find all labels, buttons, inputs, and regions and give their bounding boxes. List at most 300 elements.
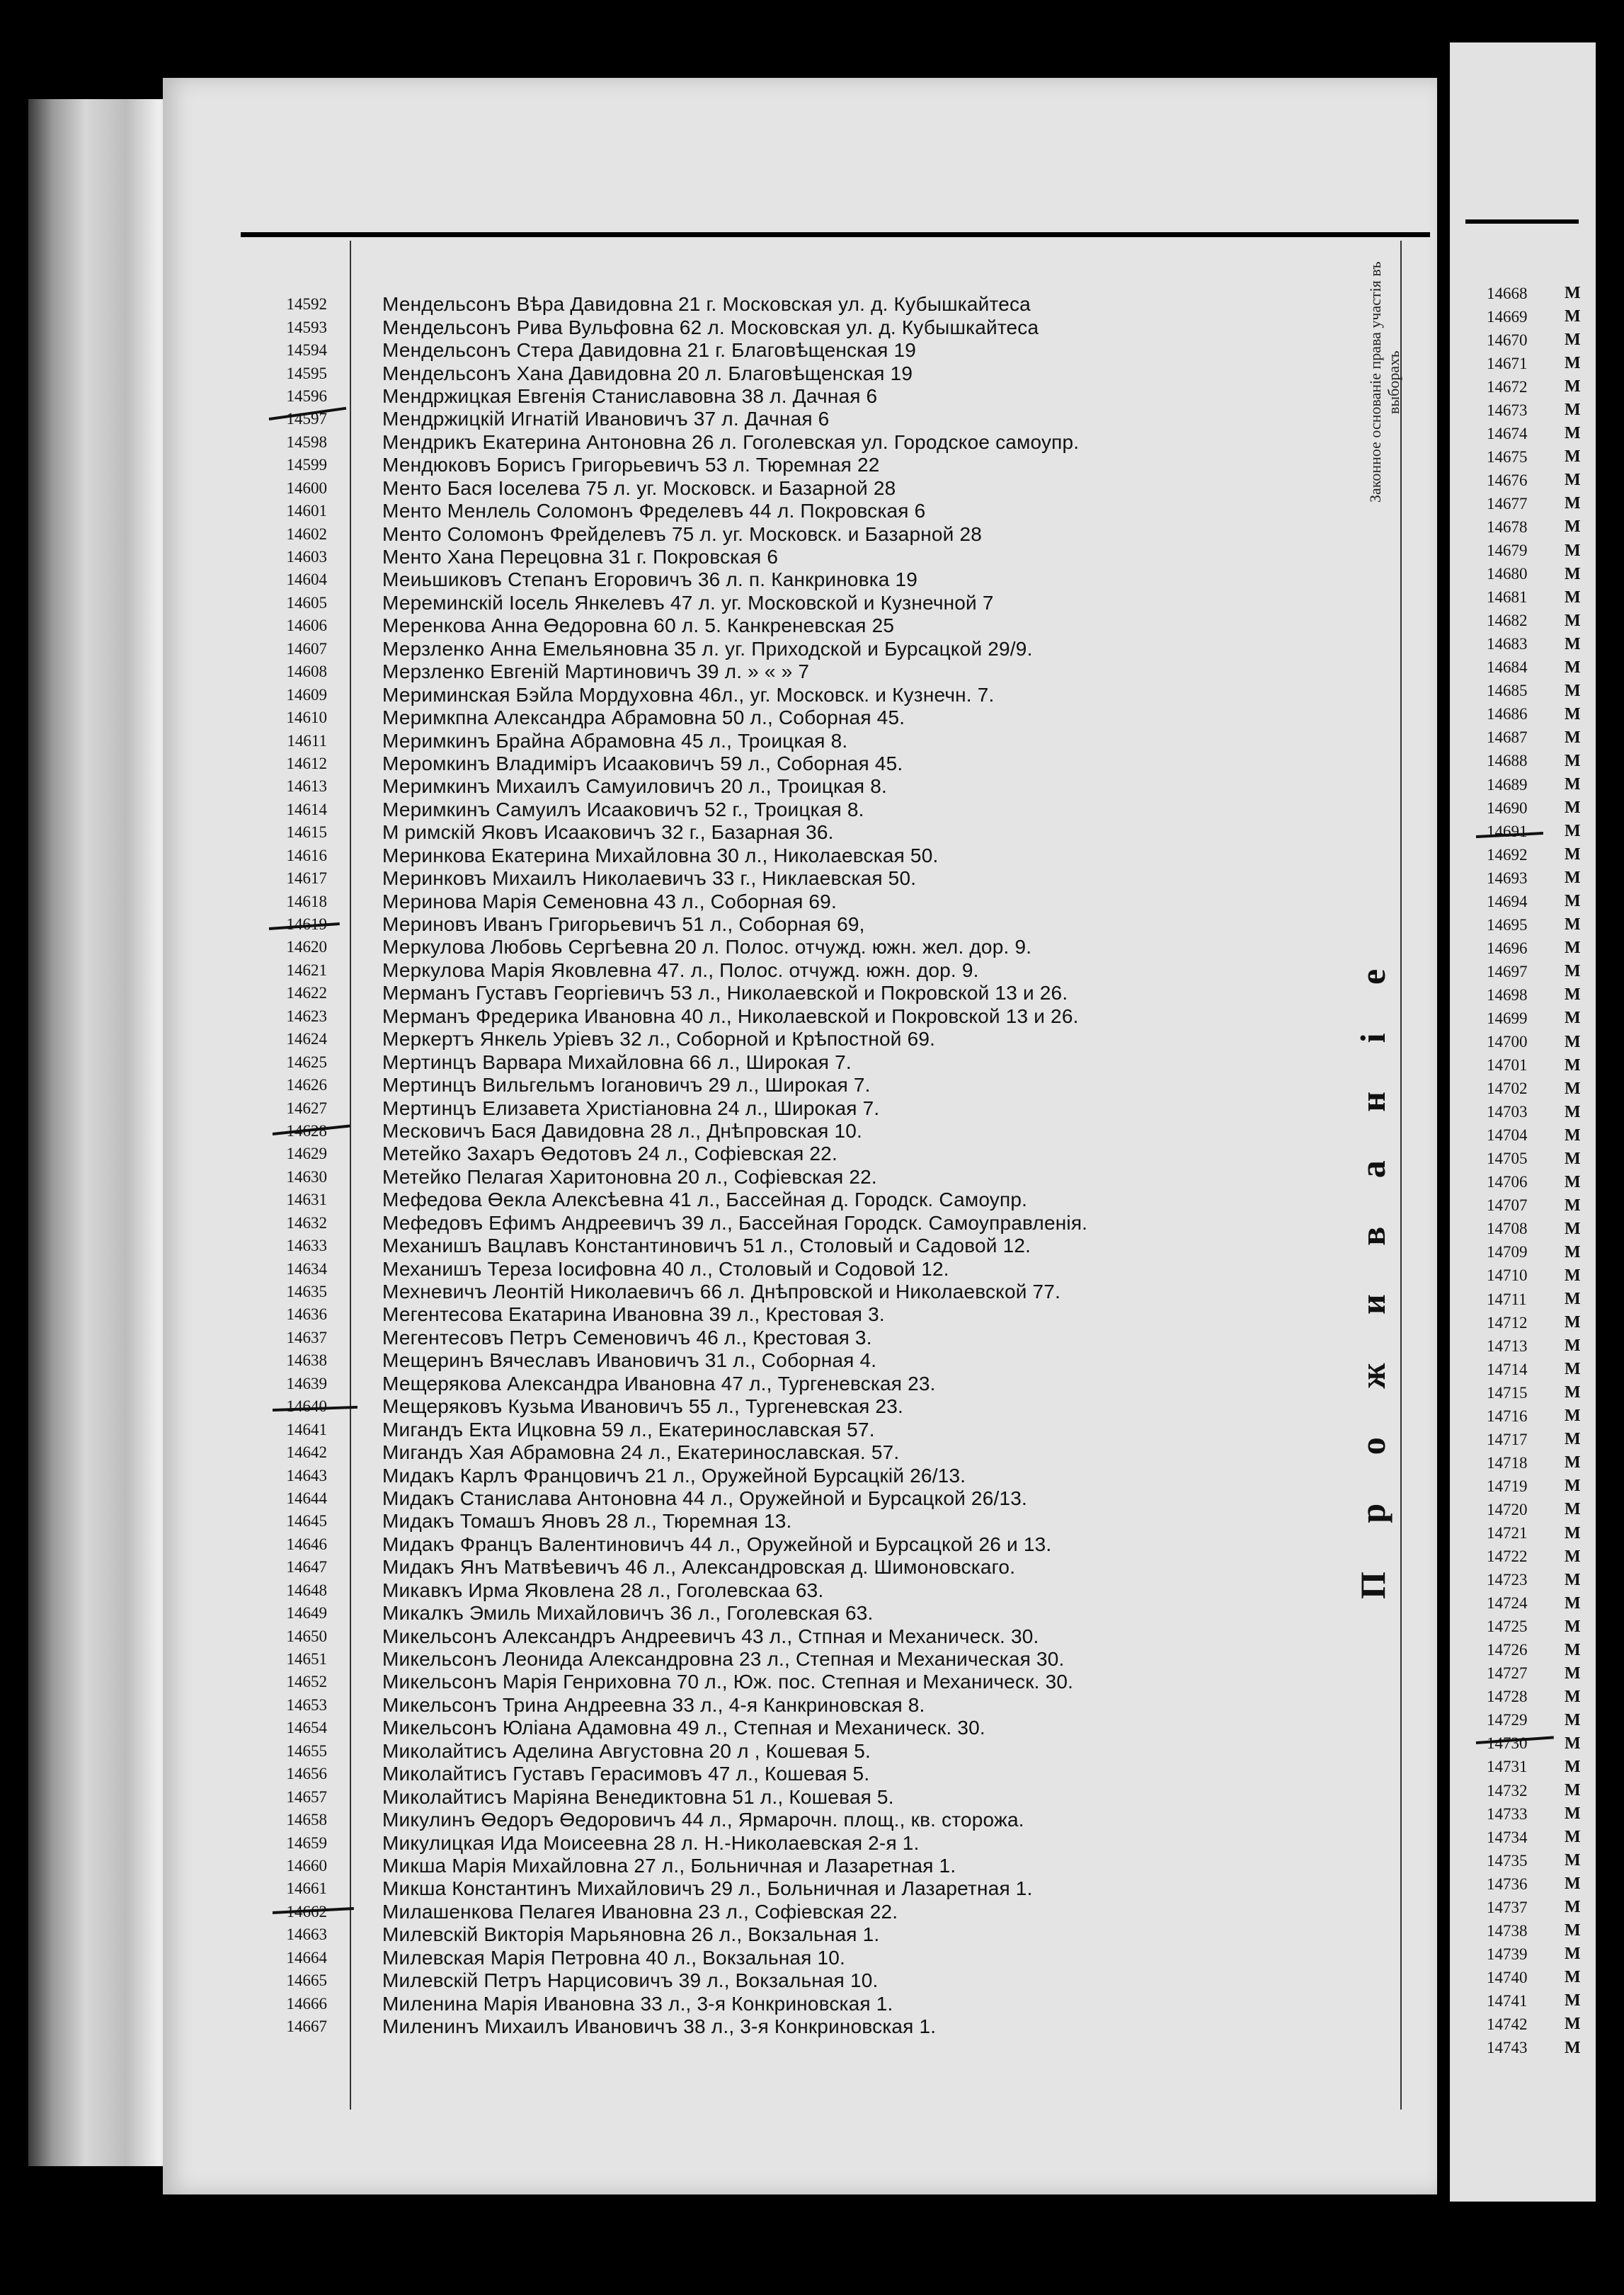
next-page-row [1487, 1686, 1593, 1709]
next-page-letter: М [1565, 751, 1581, 770]
next-page-letter: М [1565, 1828, 1581, 1847]
entry-number: 14659 [286, 1833, 327, 1852]
list-item [269, 1464, 1331, 1487]
entry-text: Мегентесова Екатарина Ивановна 39 л., Крестовая 3. [382, 1303, 885, 1326]
list-item [269, 1809, 1331, 1831]
list-item [269, 1877, 1331, 1900]
next-page-letter: М [1565, 1687, 1581, 1706]
next-page-letter: М [1565, 494, 1581, 513]
list-item [269, 706, 1331, 729]
entry-number: 14603 [286, 548, 327, 566]
next-page-number: 14714 [1487, 1360, 1528, 1378]
next-page-letter: М [1565, 1570, 1581, 1589]
entry-text: Мендюковъ Борисъ Григорьевичъ 53 л. Тюремная 22 [382, 454, 880, 476]
next-page-number: 14738 [1487, 1921, 1528, 1940]
next-page-letter: М [1565, 307, 1581, 326]
entry-number: 14658 [286, 1811, 327, 1829]
list-item [269, 1785, 1331, 1808]
next-page-letter: М [1565, 1781, 1581, 1800]
entry-text: Меринковъ Михаилъ Николаевичъ 33 г., Никлаевская 50. [382, 867, 917, 890]
next-page-row [1487, 1288, 1593, 1311]
next-page-number-list [1487, 282, 1593, 2060]
entry-number: 14632 [286, 1213, 327, 1232]
list-item [269, 1074, 1331, 1097]
next-page-letter: М [1565, 1172, 1581, 1191]
list-item [269, 1166, 1331, 1189]
entry-text: Менто Соломонъ Фрейделевъ 75 л. уг. Московск. и Базарной 28 [382, 522, 983, 545]
list-item [269, 1373, 1331, 1395]
entry-text: Меиьшиковъ Степанъ Егоровичъ 36 л. п. Канкриновка 19 [382, 568, 918, 591]
entry-number: 14663 [286, 1925, 327, 1944]
next-page-number: 14684 [1487, 658, 1528, 677]
entry-text: Мереминскій Іосель Янкелевъ 47 л. уг. Московской и Кузнечной 7 [382, 591, 994, 614]
next-page-row [1487, 2037, 1593, 2060]
next-page-letter: М [1565, 728, 1581, 747]
top-rule [241, 232, 1430, 237]
next-page-letter: М [1565, 1407, 1581, 1426]
entry-text: Мидакъ Станислава Антоновна 44 л., Оружейной и Бурсацкой 26/13. [382, 1487, 1027, 1509]
entry-text: Милевскій Петръ Нарцисовичъ 39 л., Вокзальная 10. [382, 1969, 879, 1992]
next-page-letter: М [1565, 1968, 1581, 1987]
next-page-row [1487, 1639, 1593, 1662]
next-page-number: 14733 [1487, 1804, 1528, 1823]
next-page-letter: М [1565, 1500, 1581, 1519]
list-item [269, 1235, 1331, 1257]
next-page-number: 14730 [1487, 1734, 1528, 1753]
entry-text: Мендрикъ Екатерина Антоновна 26 л. Гоголевская ул. Городское самоупр. [382, 430, 1080, 453]
list-item [269, 1143, 1331, 1165]
entry-number: 14644 [286, 1489, 327, 1507]
list-item [269, 1717, 1331, 1739]
next-page-row [1487, 773, 1593, 796]
next-page-row [1487, 1779, 1593, 1802]
next-page-row [1487, 1896, 1593, 1919]
next-page-letter: М [1565, 1149, 1581, 1168]
list-item [269, 477, 1331, 500]
next-page-letter: М [1565, 1921, 1581, 1940]
next-page-number: 14676 [1487, 471, 1528, 489]
next-page-row [1487, 469, 1593, 492]
next-page-number: 14670 [1487, 331, 1528, 349]
entry-text: Мидакъ Карлъ Францовичъ 21 л., Оружейной Бурсацкій 26/13. [382, 1464, 966, 1487]
next-page-number: 14703 [1487, 1103, 1528, 1121]
next-page-number: 14728 [1487, 1688, 1528, 1706]
next-page-row [1487, 726, 1593, 750]
next-page-number: 14723 [1487, 1571, 1528, 1589]
list-item [269, 799, 1331, 821]
entry-number: 14626 [286, 1076, 327, 1094]
next-page-row [1487, 1124, 1593, 1148]
entry-number: 14667 [286, 2018, 327, 2036]
entry-text: Мехневичъ Леонтій Николаевичъ 66 л. Днѣпровской и Николаевской 77. [382, 1281, 1061, 1303]
next-page-letter: М [1565, 1547, 1581, 1566]
list-item [269, 1763, 1331, 1785]
entry-number: 14606 [286, 617, 327, 635]
next-page-row [1487, 515, 1593, 539]
entry-text: Милевская Марія Петровна 40 л., Вокзальная 10. [382, 1946, 846, 1969]
next-page-number: 14685 [1487, 682, 1528, 700]
next-page-row [1487, 445, 1593, 469]
next-page-letter: М [1565, 1009, 1581, 1028]
next-page-number: 14720 [1487, 1500, 1528, 1518]
next-page-letter: М [1565, 1196, 1581, 1215]
next-page-number: 14743 [1487, 2039, 1528, 2057]
voter-list [269, 293, 1331, 2038]
next-page-row [1487, 1054, 1593, 1077]
list-item [269, 982, 1331, 1005]
next-page-letter: М [1565, 424, 1581, 443]
entry-text: Меркулова Любовь Сергѣевна 20 л. Полос. отчужд. южн. жел. дор. 9. [382, 936, 1032, 958]
entry-text: Микша Константинъ Михайловичъ 29 л., Больничная и Лазаретная 1. [382, 1877, 1033, 1900]
list-item [269, 1395, 1331, 1418]
next-page-number: 14719 [1487, 1477, 1528, 1495]
next-page-row [1487, 1662, 1593, 1686]
next-page-row [1487, 2013, 1593, 2036]
next-page-row [1487, 703, 1593, 726]
list-item [269, 568, 1331, 591]
list-item [269, 913, 1331, 936]
next-page-number: 14682 [1487, 612, 1528, 630]
list-item [269, 339, 1331, 362]
list-item [269, 1097, 1331, 1119]
next-page-number: 14736 [1487, 1875, 1528, 1893]
next-page-number: 14690 [1487, 799, 1528, 817]
entry-text: Миколайтисъ Густавъ Герасимовъ 47 л., Кошевая 5. [382, 1763, 870, 1785]
next-page-row [1487, 422, 1593, 445]
next-page-letter: М [1565, 1430, 1581, 1449]
next-page-letter: М [1565, 541, 1581, 560]
list-item [269, 1189, 1331, 1211]
entry-number: 14636 [286, 1305, 327, 1324]
next-page-row [1487, 1031, 1593, 1054]
next-page-row [1487, 633, 1593, 656]
next-page-number: 14717 [1487, 1430, 1528, 1448]
entry-text: Меринкова Екатерина Михайловна 30 л., Николаевская 50. [382, 844, 939, 866]
entry-text: Миколайтисъ Маріяна Венедиктовна 51 л., Кошевая 5. [382, 1785, 894, 1808]
entry-number: 14631 [286, 1191, 327, 1209]
list-item [269, 1212, 1331, 1235]
list-item [269, 1349, 1331, 1372]
entry-number: 14652 [286, 1673, 327, 1691]
entry-text: Мещеряковъ Кузьма Ивановичъ 55 л., Тургеневская 23. [382, 1395, 903, 1418]
next-page-number: 14694 [1487, 892, 1528, 910]
next-page-letter: М [1565, 1453, 1581, 1472]
next-page-letter: М [1565, 799, 1581, 818]
next-page-row [1487, 1264, 1593, 1288]
entry-number: 14602 [286, 525, 327, 543]
next-page-letter: М [1565, 822, 1581, 841]
entry-text: Мерманъ Густавъ Георгіевичъ 53 л., Николаевской и Покровской 13 и 26. [382, 982, 1068, 1005]
entry-text: Мертинцъ Вильгельмъ Іогановичъ 29 л., Широкая 7. [382, 1074, 871, 1097]
entry-text: Мендельсонъ Хана Давидовна 20 л. Благовѣщенская 19 [382, 362, 913, 384]
entry-text: Механишъ Вацлавъ Константиновичъ 51 л., Столовый и Садовой 12. [382, 1235, 1031, 1257]
entry-text: Менто Менлель Соломонъ Фределевъ 44 л. Покровская 6 [382, 500, 926, 522]
next-page-letter: М [1565, 1664, 1581, 1683]
entry-number: 14612 [286, 754, 327, 772]
next-page-row [1487, 563, 1593, 586]
entry-number: 14642 [286, 1443, 327, 1462]
list-item [269, 362, 1331, 384]
list-item [269, 1855, 1331, 1877]
entry-number: 14641 [286, 1420, 327, 1438]
entry-text: Меринова Марія Семеновна 43 л., Соборная 69. [382, 890, 837, 912]
next-page-letter: М [1565, 1383, 1581, 1402]
entry-number: 14623 [286, 1007, 327, 1025]
next-page-number: 14708 [1487, 1220, 1528, 1238]
next-page-row [1487, 609, 1593, 633]
entry-number: 14619 [286, 915, 327, 934]
entry-number: 14661 [286, 1879, 327, 1898]
entry-number: 14647 [286, 1558, 327, 1576]
next-page-row [1487, 1381, 1593, 1404]
entry-text: Миленина Марія Ивановна 33 л., 3-я Конкриновская 1. [382, 1992, 893, 2015]
next-page-row [1487, 492, 1593, 515]
entry-number: 14598 [286, 433, 327, 451]
next-page-number: 14696 [1487, 939, 1528, 957]
next-page-row [1487, 1521, 1593, 1545]
next-page-row [1487, 1966, 1593, 1989]
list-item [269, 683, 1331, 706]
next-page-row [1487, 1919, 1593, 1942]
list-item [269, 1831, 1331, 1854]
next-page-letter: М [1565, 1266, 1581, 1285]
next-page-number: 14709 [1487, 1243, 1528, 1261]
list-item [269, 1120, 1331, 1143]
entry-text: Меркулова Марія Яковлевна 47. л., Полос. отчужд. южн. дор. 9. [382, 958, 979, 981]
entry-text: Мертинцъ Елизавета Христіановна 24 л., Широкая 7. [382, 1097, 880, 1119]
entry-text: Мерзленко Евгеній Мартиновичъ 39 л. » « » 7 [382, 660, 810, 683]
entry-text: Микша Марія Михайловна 27 л., Больничная и Лазаретная 1. [382, 1854, 956, 1877]
entry-text: Милевскій Викторія Марьяновна 26 л., Вокзальная 1. [382, 1923, 880, 1946]
next-page-letter: М [1565, 1757, 1581, 1776]
next-page-number: 14725 [1487, 1618, 1528, 1636]
list-item [269, 2015, 1331, 2038]
next-page-letter: М [1565, 588, 1581, 607]
next-page-row [1487, 983, 1593, 1007]
entry-text: Микалкъ Эмиль Михайловичъ 36 л., Гоголевская 63. [382, 1602, 874, 1625]
entry-number: 14635 [286, 1283, 327, 1301]
entry-text: Мегентесовъ Петръ Семеновичъ 46 л., Крестовая 3. [382, 1326, 872, 1349]
next-page-number: 14706 [1487, 1173, 1528, 1191]
entry-number: 14607 [286, 639, 327, 658]
entry-text: Мигандъ Хая Абрамовна 24 л., Екатеринославская. 57. [382, 1441, 900, 1464]
list-item [269, 1969, 1331, 1992]
next-page-row [1487, 305, 1593, 328]
next-page-row [1487, 843, 1593, 866]
side-column-heading: Законное основаніе права участія въ выборахъ [1366, 261, 1402, 503]
next-page-letter: М [1565, 1126, 1581, 1145]
next-page-row [1487, 352, 1593, 375]
next-page-letter: М [1565, 704, 1581, 723]
entry-number: 14637 [286, 1328, 327, 1346]
entry-number: 14651 [286, 1650, 327, 1669]
list-item [269, 1901, 1331, 1923]
entry-number: 14616 [286, 846, 327, 864]
next-page-number: 14729 [1487, 1711, 1528, 1729]
entry-text: Микельсонъ Юліана Адамовна 49 л., Степная и Механическ. 30. [382, 1717, 985, 1739]
next-page-number: 14687 [1487, 728, 1528, 747]
entry-text: Мефедовъ Ефимъ Андреевичъ 39 л., Бассейная Городск. Самоуправленія. [382, 1211, 1088, 1234]
entry-text: Меренкова Анна Өедоровна 60 л. 5. Канкреневская 25 [382, 614, 895, 637]
entry-number: 14611 [287, 731, 327, 750]
list-item [269, 959, 1331, 982]
entry-text: Мертинцъ Варвара Михайловна 66 л., Широкая 7. [382, 1051, 852, 1073]
entry-number: 14622 [286, 984, 327, 1002]
list-item [269, 614, 1331, 637]
entry-text: Мендельсонъ Стера Давидовна 21 г. Благовѣщенская 19 [382, 339, 917, 362]
entry-text: Микулицкая Ида Моисеевна 28 л. Н.-Николаевская 2-я 1. [382, 1831, 920, 1854]
next-page-row [1487, 1756, 1593, 1779]
entry-text: Мериминская Бэйла Мордуховна 46л., уг. Московск. и Кузнечн. 7. [382, 683, 995, 706]
next-page-letter: М [1565, 1710, 1581, 1729]
next-page-number: 14712 [1487, 1313, 1528, 1332]
list-item [269, 867, 1331, 890]
entry-number: 14617 [286, 869, 327, 888]
entry-number: 14615 [286, 823, 327, 842]
next-page-row [1487, 1451, 1593, 1475]
next-page-letter: М [1565, 2015, 1581, 2034]
entry-text: Менто Бася Іоселева 75 л. уг. Московск. и Базарной 28 [382, 476, 896, 499]
list-item [269, 1510, 1331, 1533]
next-page-number: 14705 [1487, 1150, 1528, 1168]
next-page-row [1487, 1404, 1593, 1428]
entry-text: Микельсонъ Александръ Андреевичъ 43 л., Стпная и Механическ. 30. [382, 1625, 1039, 1647]
next-page-row [1487, 1569, 1593, 1592]
entry-number: 14595 [286, 364, 327, 382]
next-page-letter: М [1565, 1617, 1581, 1636]
next-page-letter: М [1565, 892, 1581, 911]
entry-text: Меримкинъ Самуилъ Исааковичъ 52 г., Троицкая 8. [382, 798, 864, 820]
entry-number: 14618 [286, 892, 327, 910]
next-page-letter: М [1565, 517, 1581, 537]
next-page-letter: М [1565, 1032, 1581, 1051]
list-item [269, 1694, 1331, 1717]
entry-text: Микельсонъ Трина Андреевна 33 л., 4-я Канкриновская 8. [382, 1693, 925, 1716]
list-item [269, 1740, 1331, 1763]
entry-text: Микельсонъ Леонида Александровна 23 л., Степная и Механическая 30. [382, 1648, 1065, 1671]
list-item [269, 1303, 1331, 1326]
next-page-number: 14699 [1487, 1009, 1528, 1027]
list-item [269, 1947, 1331, 1969]
next-page-number: 14732 [1487, 1781, 1528, 1799]
entry-text: Метейко Пелагая Харитоновна 20 л., Софіевская 22. [382, 1165, 877, 1188]
list-item [269, 546, 1331, 568]
list-item [269, 660, 1331, 683]
entry-number: 14655 [286, 1741, 327, 1760]
next-page-letter: М [1565, 845, 1581, 864]
next-page-row [1487, 1615, 1593, 1639]
entry-text: Месковичъ Бася Давидовна 28 л., Днѣпровская 10. [382, 1119, 863, 1142]
next-page-letter: М [1565, 284, 1581, 303]
entry-text: Мендржицкій Игнатій Ивановичъ 37 л. Дачная 6 [382, 408, 830, 430]
entry-text: Мещеринъ Вячеславъ Ивановичъ 31 л., Соборная 4. [382, 1349, 877, 1372]
entry-text: Мендельсонъ Вѣра Давидовна 21 г. Московская ул. д. Кубышкайтеса [382, 293, 1031, 316]
next-page-number: 14672 [1487, 377, 1528, 396]
next-page-letter: М [1565, 915, 1581, 934]
entry-text: Меримкпна Александра Абрамовна 50 л., Соборная 45. [382, 706, 905, 729]
next-page-letter: М [1565, 962, 1581, 981]
next-page-number: 14734 [1487, 1828, 1528, 1846]
next-page-number: 14739 [1487, 1945, 1528, 1963]
next-page-letter: М [1565, 1945, 1581, 1964]
next-page-letter: М [1565, 1523, 1581, 1543]
list-item [269, 1625, 1331, 1647]
entry-number: 14648 [286, 1581, 327, 1599]
next-page-row [1487, 1545, 1593, 1569]
list-item [269, 1028, 1331, 1051]
entry-text: Мерманъ Фредерика Ивановна 40 л., Николаевской и Покровской 13 и 26. [382, 1005, 1079, 1027]
entry-number: 14613 [286, 777, 327, 796]
next-page-number: 14735 [1487, 1851, 1528, 1870]
entry-text: Меромкинъ Владиміръ Исааковичъ 59 л., Соборная 45. [382, 752, 903, 774]
entry-number: 14633 [286, 1237, 327, 1255]
next-page-number: 14707 [1487, 1196, 1528, 1215]
next-page-number: 14681 [1487, 588, 1528, 607]
next-page-row [1487, 1942, 1593, 1966]
next-page-row [1487, 1218, 1593, 1241]
entry-text: Милашенкова Пелагея Ивановна 23 л., Софіевская 22. [382, 1900, 898, 1923]
next-page-row [1487, 1475, 1593, 1498]
entry-number: 14614 [286, 800, 327, 818]
next-page-number: 14742 [1487, 2015, 1528, 2033]
entry-number: 14654 [286, 1719, 327, 1737]
list-item [269, 936, 1331, 958]
entry-text: Меркертъ Янкель Уріевъ 32 л., Соборной и Крѣпостной 69. [382, 1028, 936, 1051]
entry-text: Мефедова Өекла Алексѣевна 41 л., Бассейная д. Городск. Самоупр. [382, 1189, 1028, 1211]
list-item [269, 1923, 1331, 1946]
next-page-row [1487, 1592, 1593, 1615]
entry-text: Мещерякова Александра Ивановна 47 л., Тургеневская 23. [382, 1372, 936, 1395]
entry-number: 14650 [286, 1627, 327, 1645]
list-item [269, 1051, 1331, 1073]
entry-text: Миленинъ Михаилъ Ивановичъ 38 л., 3-я Конкриновская 1. [382, 2015, 937, 2038]
entry-number: 14643 [286, 1466, 327, 1484]
next-page-row [1487, 1171, 1593, 1194]
next-page-letter: М [1565, 447, 1581, 467]
list-item [269, 1327, 1331, 1349]
entry-number: 14596 [286, 387, 327, 405]
next-page-number: 14673 [1487, 401, 1528, 419]
list-item [269, 293, 1331, 316]
entry-number: 14620 [286, 938, 327, 956]
entry-text: Меримкинъ Михаилъ Самуиловичъ 20 л., Троицкая 8. [382, 775, 887, 798]
next-page-number: 14713 [1487, 1337, 1528, 1355]
entry-text: Микельсонъ Марія Генриховна 70 л., Юж. пос. Степная и Механическ. 30. [382, 1671, 1074, 1693]
next-page-number: 14711 [1487, 1290, 1527, 1308]
entry-number: 14625 [286, 1053, 327, 1071]
entry-number: 14666 [286, 1994, 327, 2013]
next-page-number: 14692 [1487, 845, 1528, 864]
entry-text: Миколайтисъ Аделина Августовна 20 л , Кошевая 5. [382, 1739, 871, 1762]
next-page-number: 14695 [1487, 915, 1528, 934]
next-page-row [1487, 960, 1593, 983]
next-page-row [1487, 750, 1593, 773]
next-page-number: 14689 [1487, 775, 1528, 794]
next-page-row [1487, 1709, 1593, 1732]
next-page-letter: М [1565, 1734, 1581, 1753]
next-page-row [1487, 1358, 1593, 1381]
next-page-number: 14727 [1487, 1664, 1528, 1683]
next-page-row [1487, 1989, 1593, 2013]
entry-number: 14599 [286, 456, 327, 474]
list-item [269, 1418, 1331, 1441]
entry-number: 14629 [286, 1145, 327, 1163]
entry-number: 14657 [286, 1787, 327, 1806]
list-item [269, 638, 1331, 660]
next-page-letter: М [1565, 681, 1581, 700]
entry-number: 14597 [286, 410, 327, 428]
entry-text: Менто Хана Перецовна 31 г. Покровская 6 [382, 546, 779, 568]
